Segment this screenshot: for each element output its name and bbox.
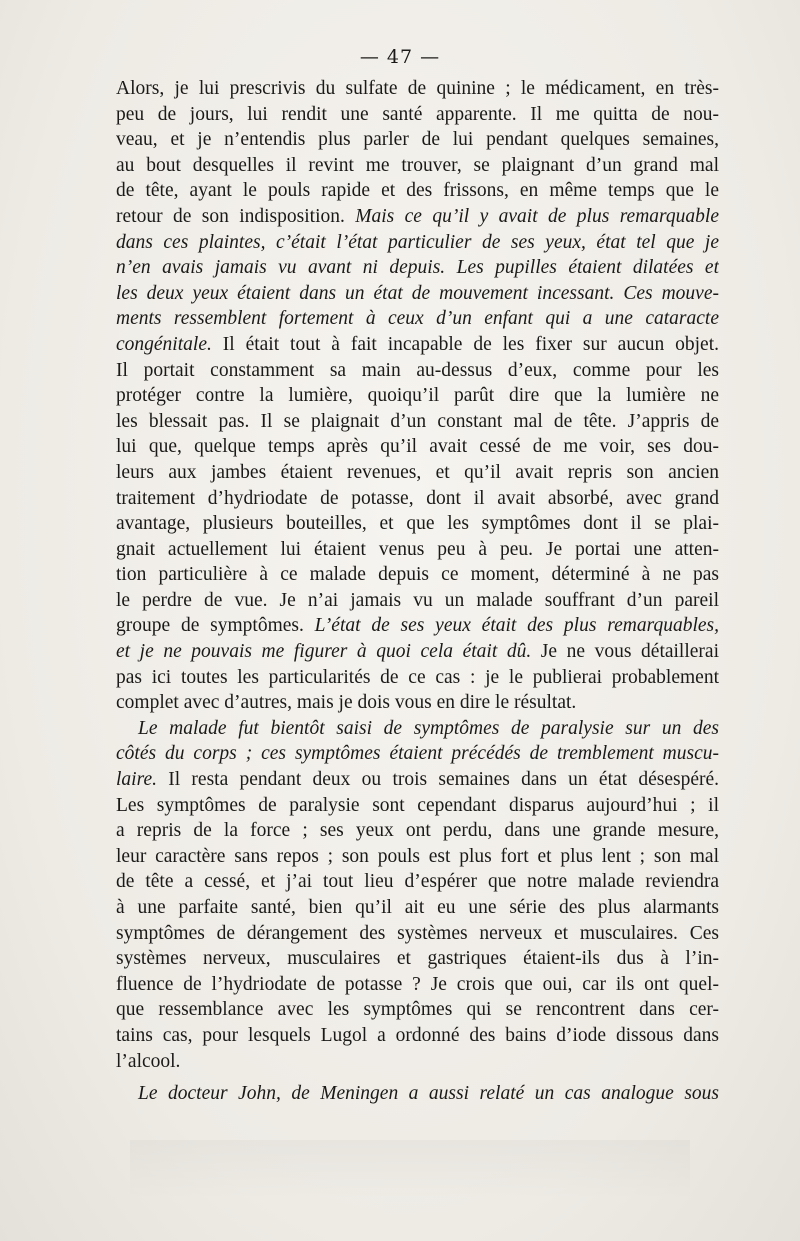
- text-line: [116, 511, 719, 537]
- text-line: [116, 946, 719, 972]
- text-line: [116, 332, 719, 358]
- italic-segment: laire.: [116, 769, 157, 791]
- text-segment: groupe de symptômes.: [116, 615, 315, 637]
- text-line: [116, 204, 719, 230]
- text-line: [116, 588, 719, 614]
- italic-segment: et je ne pouvais me figurer à quoi cela était dû.: [116, 641, 532, 663]
- text-segment: Les symptômes de paralysie sont cependant disparus aujourd’hui ; il: [116, 794, 719, 816]
- text-segment: protéger contre la lumière, quoiqu’il parût dire que la lumière ne: [116, 385, 719, 407]
- paragraph-gap: [116, 1074, 719, 1081]
- text-line: [116, 460, 719, 486]
- text-segment: avantage, plusieurs bouteilles, et que les symptômes dont il se plai-: [116, 513, 719, 535]
- text-line: [116, 1049, 719, 1075]
- text-line: [116, 972, 719, 998]
- text-line: [116, 255, 719, 281]
- text-line: [116, 767, 719, 793]
- text-line: [116, 178, 719, 204]
- text-line: [116, 306, 719, 332]
- text-line: [116, 230, 719, 256]
- text-line: [116, 1023, 719, 1049]
- body-text: [116, 76, 719, 1107]
- text-segment: fluence de l’hydriodate de potasse ? Je crois que oui, car ils ont quel-: [116, 973, 719, 995]
- text-line: [116, 1081, 719, 1107]
- text-segment: lui que, quelque temps après qu’il avait cessé de me voir, ses dou-: [116, 436, 719, 458]
- italic-segment: Le malade fut bientôt saisi de symptômes de paralysie sur un des: [138, 717, 719, 739]
- text-line: [116, 921, 719, 947]
- text-line: [116, 895, 719, 921]
- italic-segment: Mais ce qu’il y avait de plus remarquable: [355, 205, 719, 227]
- text-line: [116, 793, 719, 819]
- italic-segment: côtés du corps ; ces symptômes étaient précédés de tremblement muscu-: [116, 743, 719, 765]
- text-segment: de tête a cessé, et j’ai tout lieu d’espérer que notre malade reviendra: [116, 871, 719, 893]
- page-number: — 47 —: [359, 46, 441, 68]
- text-line: [116, 102, 719, 128]
- text-line: [116, 844, 719, 870]
- text-segment: de tête, ayant le pouls rapide et des frissons, en même temps que le: [116, 180, 719, 202]
- text-segment: tains cas, pour lesquels Lugol a ordonné des bains d’iode dissous dans: [116, 1024, 719, 1046]
- text-line: [116, 358, 719, 384]
- text-segment: Il resta pendant deux ou trois semaines dans un état désespéré.: [156, 769, 719, 791]
- text-segment: gnait actuellement lui étaient venus peu à peu. Je portai une atten-: [116, 538, 719, 560]
- text-segment: leur caractère sans repos ; son pouls est plus fort et plus lent ; son mal: [116, 845, 719, 867]
- text-segment: le perdre de vue. Je n’ai jamais vu un malade souffrant d’un pareil: [116, 589, 719, 611]
- text-segment: à une parfaite santé, bien qu’il ait eu une série des plus alarmants: [116, 897, 719, 918]
- bleed-through-shadow: [130, 1140, 690, 1200]
- text-segment: l’alcool.: [116, 1050, 181, 1072]
- text-line: [116, 741, 719, 767]
- text-segment: pas ici toutes les particularités de ce cas : je le publierai probablement: [116, 666, 719, 688]
- text-segment: au bout desquelles il revint me trouver, se plaignant d’un grand mal: [116, 154, 719, 176]
- italic-segment: n’en avais jamais vu avant ni depuis. Les pupilles étaient dilatées et: [116, 257, 719, 279]
- text-line: [116, 869, 719, 895]
- italic-segment: congénitale.: [116, 333, 212, 355]
- text-segment: les blessait pas. Il se plaignait d’un constant mal de tête. J’appris de: [116, 410, 719, 432]
- text-line: [116, 690, 719, 716]
- text-line: [116, 486, 719, 512]
- text-line: [116, 818, 719, 844]
- text-line: [116, 281, 719, 307]
- text-line: [116, 716, 719, 742]
- text-line: [116, 562, 719, 588]
- text-line: [116, 639, 719, 665]
- text-segment: peu de jours, lui rendit une santé apparente. Il me quitta de nou-: [116, 103, 719, 125]
- text-line: [116, 153, 719, 179]
- text-line: [116, 76, 719, 102]
- text-segment: Il portait constamment sa main au-dessus d’eux, comme pour les: [116, 359, 719, 381]
- text-segment: symptômes de dérangement des systèmes nerveux et musculaires. Ces: [116, 922, 719, 944]
- text-line: [116, 434, 719, 460]
- italic-segment: ments ressemblent fortement à ceux d’un enfant qui a une cataracte: [116, 308, 719, 330]
- text-segment: tion particulière à ce malade depuis ce moment, déterminé à ne pas: [116, 564, 719, 586]
- italic-segment: L’état de ses yeux était des plus remarquables,: [314, 615, 719, 637]
- text-line: [116, 665, 719, 691]
- text-line: [116, 383, 719, 409]
- italic-segment: Le docteur John, de Meningen a aussi relaté un cas analogue sous: [138, 1083, 719, 1105]
- text-line: [116, 409, 719, 435]
- text-segment: veau, et je n’entendis plus parler de lui pendant quelques semaines,: [116, 129, 719, 151]
- text-segment: traitement d’hydriodate de potasse, dont il avait absorbé, avec grand: [116, 487, 719, 509]
- text-segment: Il était tout à fait incapable de les fixer sur aucun objet.: [211, 333, 719, 355]
- text-segment: Alors, je lui prescrivis du sulfate de quinine ; le médicament, en très-: [116, 78, 719, 99]
- text-line: [116, 613, 719, 639]
- text-segment: leurs aux jambes étaient revenues, et qu’il avait repris son ancien: [116, 461, 719, 483]
- text-segment: complet avec d’autres, mais je dois vous en dire le résultat.: [116, 692, 577, 714]
- text-line: [116, 127, 719, 153]
- text-line: [116, 997, 719, 1023]
- text-line: [116, 537, 719, 563]
- text-segment: retour de son indisposition.: [116, 205, 356, 227]
- text-segment: systèmes nerveux, musculaires et gastriques étaient-ils dus à l’in-: [116, 948, 719, 970]
- text-segment: a repris de la force ; ses yeux ont perdu, dans une grande mesure,: [116, 820, 719, 842]
- text-segment: que ressemblance avec les symptômes qui se rencontrent dans cer-: [116, 999, 719, 1021]
- italic-segment: les deux yeux étaient dans un état de mouvement incessant. Ces mouve-: [116, 282, 719, 304]
- text-segment: Je ne vous détaillerai: [531, 641, 719, 663]
- italic-segment: dans ces plaintes, c’était l’état particulier de ses yeux, état tel que je: [116, 231, 719, 253]
